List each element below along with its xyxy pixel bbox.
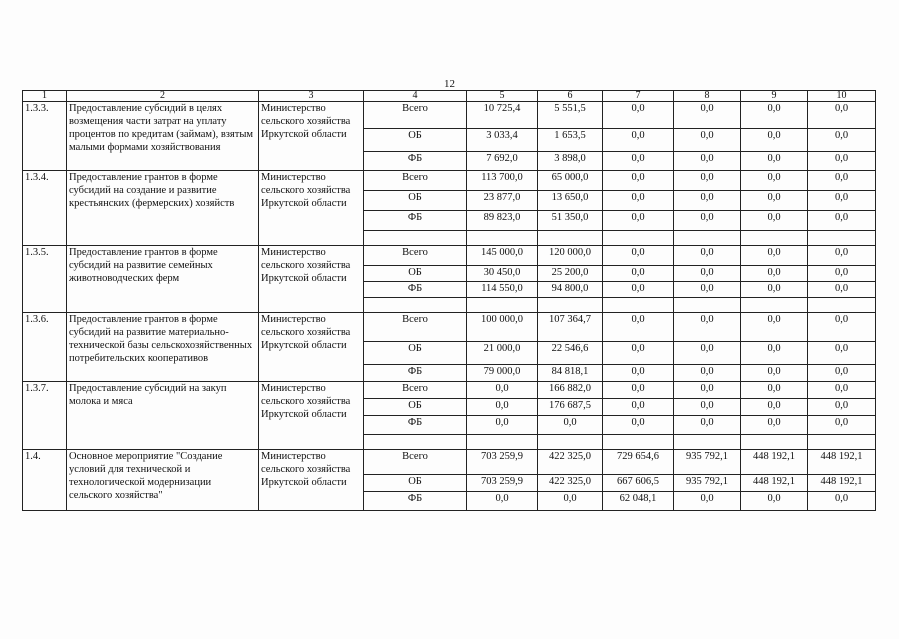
value-cell: 0,0 <box>674 492 741 511</box>
value-cell: 0,0 <box>808 399 876 416</box>
value-cell: 0,0 <box>603 416 674 435</box>
value-cell: 0,0 <box>674 129 741 152</box>
value-cell: 79 000,0 <box>467 365 538 382</box>
funding-source: ФБ <box>364 492 467 511</box>
value-cell: 0,0 <box>674 266 741 282</box>
empty-cell <box>364 231 467 246</box>
value-cell: 667 606,5 <box>603 475 674 492</box>
value-cell: 0,0 <box>467 492 538 511</box>
funding-source: ФБ <box>364 365 467 382</box>
value-cell: 145 000,0 <box>467 246 538 266</box>
empty-cell <box>603 231 674 246</box>
empty-cell <box>364 298 467 313</box>
header-cell: 7 <box>603 91 674 102</box>
value-cell: 0,0 <box>467 399 538 416</box>
item-name: Предоставление грантов в форме субсидий на создание и развитие крестьянских (фермерских) хозяйств <box>67 171 259 246</box>
empty-cell <box>808 435 876 450</box>
value-cell: 23 877,0 <box>467 191 538 211</box>
value-cell: 0,0 <box>808 492 876 511</box>
value-cell: 5 551,5 <box>538 102 603 129</box>
funding-source: ФБ <box>364 211 467 231</box>
value-cell: 0,0 <box>603 102 674 129</box>
value-cell: 0,0 <box>467 416 538 435</box>
value-cell: 448 192,1 <box>741 475 808 492</box>
value-cell: 94 800,0 <box>538 282 603 298</box>
empty-cell <box>603 435 674 450</box>
funding-source: Всего <box>364 171 467 191</box>
empty-cell <box>741 231 808 246</box>
value-cell: 0,0 <box>808 191 876 211</box>
empty-cell <box>674 231 741 246</box>
item-executor: Министерство сельского хозяйства Иркутской области <box>259 102 364 171</box>
empty-cell <box>674 298 741 313</box>
empty-cell <box>467 231 538 246</box>
value-cell: 0,0 <box>603 399 674 416</box>
value-cell: 0,0 <box>674 382 741 399</box>
value-cell: 0,0 <box>674 191 741 211</box>
value-cell: 30 450,0 <box>467 266 538 282</box>
value-cell: 0,0 <box>808 152 876 171</box>
table-row <box>23 382 876 399</box>
value-cell: 51 350,0 <box>538 211 603 231</box>
value-cell: 0,0 <box>741 129 808 152</box>
value-cell: 0,0 <box>674 246 741 266</box>
funding-source: ОБ <box>364 191 467 211</box>
funding-source: Всего <box>364 450 467 475</box>
value-cell: 114 550,0 <box>467 282 538 298</box>
value-cell: 0,0 <box>603 129 674 152</box>
header-cell: 6 <box>538 91 603 102</box>
value-cell: 0,0 <box>808 342 876 365</box>
value-cell: 0,0 <box>674 399 741 416</box>
value-cell: 703 259,9 <box>467 450 538 475</box>
funding-source: Всего <box>364 102 467 129</box>
value-cell: 0,0 <box>538 416 603 435</box>
empty-cell <box>538 231 603 246</box>
value-cell: 0,0 <box>741 171 808 191</box>
item-code: 1.3.4. <box>23 171 67 246</box>
value-cell: 0,0 <box>741 266 808 282</box>
value-cell: 107 364,7 <box>538 313 603 342</box>
value-cell: 0,0 <box>808 102 876 129</box>
empty-cell <box>467 435 538 450</box>
value-cell: 0,0 <box>741 246 808 266</box>
funding-source: ОБ <box>364 342 467 365</box>
page-number: 12 <box>444 78 455 90</box>
empty-cell <box>364 435 467 450</box>
value-cell: 0,0 <box>741 365 808 382</box>
empty-cell <box>674 435 741 450</box>
value-cell: 0,0 <box>741 191 808 211</box>
value-cell: 0,0 <box>808 365 876 382</box>
value-cell: 0,0 <box>741 152 808 171</box>
empty-cell <box>603 298 674 313</box>
value-cell: 0,0 <box>603 282 674 298</box>
empty-cell <box>538 435 603 450</box>
funding-source: ОБ <box>364 129 467 152</box>
item-executor: Министерство сельского хозяйства Иркутской области <box>259 450 364 511</box>
value-cell: 0,0 <box>603 342 674 365</box>
value-cell: 0,0 <box>741 313 808 342</box>
budget-table <box>22 90 876 511</box>
header-cell: 1 <box>23 91 67 102</box>
value-cell: 0,0 <box>603 313 674 342</box>
value-cell: 10 725,4 <box>467 102 538 129</box>
value-cell: 0,0 <box>674 171 741 191</box>
value-cell: 935 792,1 <box>674 450 741 475</box>
item-code: 1.3.6. <box>23 313 67 382</box>
value-cell: 0,0 <box>741 492 808 511</box>
value-cell: 0,0 <box>808 266 876 282</box>
empty-cell <box>741 435 808 450</box>
item-executor: Министерство сельского хозяйства Иркутской области <box>259 171 364 246</box>
item-name: Предоставление грантов в форме субсидий на развитие семейных животноводческих ферм <box>67 246 259 313</box>
value-cell: 703 259,9 <box>467 475 538 492</box>
empty-cell <box>741 298 808 313</box>
value-cell: 0,0 <box>603 266 674 282</box>
table-row <box>23 246 876 266</box>
item-name: Предоставление субсидий в целях возмещения части затрат на уплату процентов по кредитам (займам), взятым малыми формами хозяйствования <box>67 102 259 171</box>
table-row <box>23 171 876 191</box>
value-cell: 0,0 <box>741 416 808 435</box>
value-cell: 0,0 <box>603 152 674 171</box>
value-cell: 0,0 <box>741 282 808 298</box>
funding-source: ОБ <box>364 399 467 416</box>
funding-source: ФБ <box>364 282 467 298</box>
item-executor: Министерство сельского хозяйства Иркутской области <box>259 382 364 450</box>
value-cell: 0,0 <box>808 282 876 298</box>
header-cell: 2 <box>67 91 259 102</box>
funding-source: Всего <box>364 382 467 399</box>
empty-cell <box>467 298 538 313</box>
value-cell: 120 000,0 <box>538 246 603 266</box>
value-cell: 0,0 <box>808 313 876 342</box>
header-cell: 4 <box>364 91 467 102</box>
value-cell: 84 818,1 <box>538 365 603 382</box>
item-code: 1.3.3. <box>23 102 67 171</box>
value-cell: 113 700,0 <box>467 171 538 191</box>
header-cell: 3 <box>259 91 364 102</box>
value-cell: 422 325,0 <box>538 450 603 475</box>
value-cell: 3 898,0 <box>538 152 603 171</box>
value-cell: 176 687,5 <box>538 399 603 416</box>
item-name: Предоставление субсидий на закуп молока и мяса <box>67 382 259 450</box>
value-cell: 422 325,0 <box>538 475 603 492</box>
empty-cell <box>808 298 876 313</box>
funding-source: ОБ <box>364 475 467 492</box>
value-cell: 0,0 <box>603 211 674 231</box>
value-cell: 0,0 <box>674 342 741 365</box>
funding-source: ФБ <box>364 152 467 171</box>
value-cell: 89 823,0 <box>467 211 538 231</box>
value-cell: 0,0 <box>674 282 741 298</box>
value-cell: 13 650,0 <box>538 191 603 211</box>
value-cell: 166 882,0 <box>538 382 603 399</box>
item-name: Предоставление грантов в форме субсидий на развитие материально-технической базы сельскохозяйственных потребительских кооперативов <box>67 313 259 382</box>
value-cell: 65 000,0 <box>538 171 603 191</box>
value-cell: 3 033,4 <box>467 129 538 152</box>
funding-source: Всего <box>364 246 467 266</box>
item-executor: Министерство сельского хозяйства Иркутской области <box>259 313 364 382</box>
value-cell: 0,0 <box>808 246 876 266</box>
funding-source: Всего <box>364 313 467 342</box>
value-cell: 0,0 <box>538 492 603 511</box>
value-cell: 62 048,1 <box>603 492 674 511</box>
value-cell: 0,0 <box>741 211 808 231</box>
value-cell: 0,0 <box>808 382 876 399</box>
value-cell: 729 654,6 <box>603 450 674 475</box>
table-row <box>23 450 876 475</box>
header-cell: 9 <box>741 91 808 102</box>
header-cell: 10 <box>808 91 876 102</box>
value-cell: 0,0 <box>467 382 538 399</box>
table-row <box>23 313 876 342</box>
value-cell: 448 192,1 <box>741 450 808 475</box>
value-cell: 0,0 <box>808 211 876 231</box>
value-cell: 0,0 <box>674 313 741 342</box>
table-row <box>23 102 876 129</box>
value-cell: 0,0 <box>674 211 741 231</box>
empty-cell <box>538 298 603 313</box>
value-cell: 0,0 <box>741 382 808 399</box>
value-cell: 0,0 <box>603 191 674 211</box>
item-code: 1.3.5. <box>23 246 67 313</box>
header-cell: 5 <box>467 91 538 102</box>
value-cell: 100 000,0 <box>467 313 538 342</box>
value-cell: 0,0 <box>674 152 741 171</box>
value-cell: 0,0 <box>741 342 808 365</box>
value-cell: 448 192,1 <box>808 450 876 475</box>
value-cell: 0,0 <box>603 246 674 266</box>
value-cell: 0,0 <box>808 416 876 435</box>
value-cell: 22 546,6 <box>538 342 603 365</box>
item-executor: Министерство сельского хозяйства Иркутской области <box>259 246 364 313</box>
value-cell: 0,0 <box>741 399 808 416</box>
funding-source: ОБ <box>364 266 467 282</box>
value-cell: 1 653,5 <box>538 129 603 152</box>
value-cell: 0,0 <box>674 416 741 435</box>
value-cell: 0,0 <box>808 129 876 152</box>
item-name: Основное мероприятие "Создание условий для технической и технологической модернизации сельского хозяйства" <box>67 450 259 511</box>
item-code: 1.3.7. <box>23 382 67 450</box>
value-cell: 0,0 <box>674 365 741 382</box>
value-cell: 448 192,1 <box>808 475 876 492</box>
value-cell: 0,0 <box>603 171 674 191</box>
value-cell: 7 692,0 <box>467 152 538 171</box>
value-cell: 0,0 <box>603 365 674 382</box>
header-row <box>23 91 876 102</box>
value-cell: 21 000,0 <box>467 342 538 365</box>
empty-cell <box>808 231 876 246</box>
value-cell: 25 200,0 <box>538 266 603 282</box>
value-cell: 0,0 <box>603 382 674 399</box>
value-cell: 935 792,1 <box>674 475 741 492</box>
value-cell: 0,0 <box>741 102 808 129</box>
funding-source: ФБ <box>364 416 467 435</box>
value-cell: 0,0 <box>808 171 876 191</box>
item-code: 1.4. <box>23 450 67 511</box>
header-cell: 8 <box>674 91 741 102</box>
value-cell: 0,0 <box>674 102 741 129</box>
